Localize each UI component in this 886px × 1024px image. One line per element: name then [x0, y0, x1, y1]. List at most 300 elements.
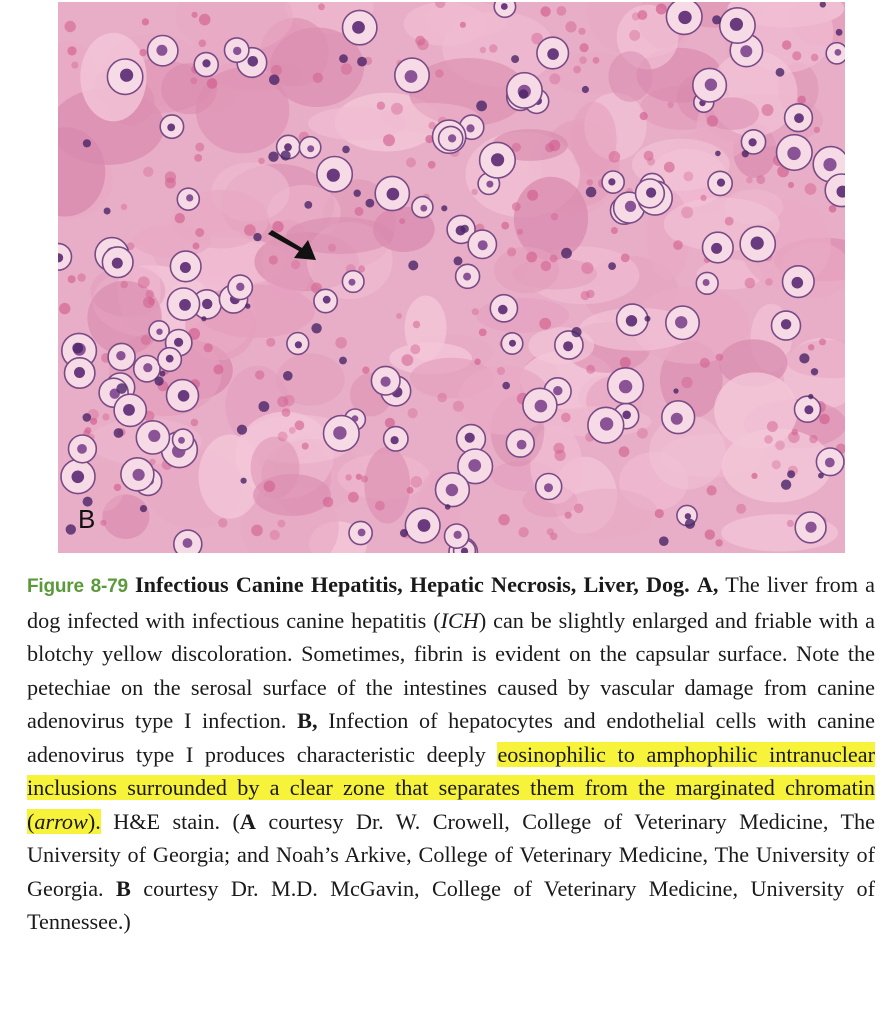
nucleolus	[387, 188, 400, 201]
erythrocyte	[244, 224, 256, 236]
credit-a-text: courtesy Dr. W. Crowell, College of Veterinary Medicine, The University of Georgia; and Noah’s Arkive, College of Veterinary Medicine, The University of Georgia.	[27, 808, 875, 901]
inflammatory-cell	[776, 68, 785, 77]
inflammatory-cell	[155, 377, 164, 386]
nucleolus	[327, 169, 340, 182]
nucleolus	[358, 529, 366, 537]
nucleolus	[72, 471, 85, 484]
erythrocyte	[121, 281, 128, 288]
erythrocyte	[114, 484, 121, 491]
erythrocyte	[621, 254, 630, 263]
nucleolus	[333, 426, 346, 439]
erythrocyte	[507, 247, 516, 256]
erythrocyte	[580, 43, 589, 52]
erythrocyte	[819, 338, 826, 345]
erythrocyte	[715, 539, 722, 546]
nucleolus	[143, 363, 152, 372]
highlighted-text-body: eosinophilic to amphophilic intranuclear inclusions surrounded by a clear zone that separates them from the marginated chromatin (	[27, 741, 876, 834]
erythrocyte	[190, 77, 197, 84]
erythrocyte	[270, 530, 280, 540]
inflammatory-cell	[281, 150, 291, 160]
nucleolus	[112, 258, 123, 269]
erythrocyte	[765, 278, 772, 285]
nucleolus	[781, 319, 791, 329]
inflammatory-cell	[253, 233, 261, 241]
erythrocyte	[512, 202, 521, 211]
erythrocyte	[611, 227, 618, 234]
erythrocyte	[411, 476, 423, 488]
nucleolus	[646, 188, 656, 198]
erythrocyte	[192, 12, 198, 18]
nucleolus	[622, 411, 631, 420]
erythrocyte	[295, 420, 305, 430]
erythrocyte	[787, 520, 794, 527]
erythrocyte	[375, 501, 385, 511]
erythrocyte	[764, 435, 773, 444]
figure-title: Infectious Canine Hepatitis, Hepatic Necrosis, Liver, Dog.	[135, 572, 690, 597]
erythrocyte	[460, 22, 466, 28]
erythrocyte	[586, 365, 595, 374]
erythrocyte	[406, 158, 416, 168]
erythrocyte	[193, 243, 200, 250]
erythrocyte	[517, 229, 523, 235]
erythrocyte	[527, 190, 538, 201]
inflammatory-cell	[83, 139, 91, 147]
inflammatory-cell	[586, 187, 597, 198]
inflammatory-cell	[114, 428, 124, 438]
erythrocyte	[191, 419, 199, 427]
nucleolus	[675, 316, 687, 328]
erythrocyte	[142, 18, 149, 25]
nucleolus	[825, 458, 835, 468]
erythrocyte	[479, 329, 487, 337]
nucleolus	[405, 70, 418, 83]
nucleolus	[202, 59, 210, 67]
nucleolus	[678, 11, 691, 24]
erythrocyte	[549, 140, 561, 152]
nucleolus	[491, 153, 504, 166]
erythrocyte	[195, 228, 204, 237]
nucleolus	[705, 79, 717, 91]
erythrocyte	[410, 344, 420, 354]
erythrocyte	[195, 143, 204, 152]
nucleolus	[823, 158, 836, 171]
inflammatory-cell	[237, 425, 247, 435]
panel-letter: B	[78, 504, 96, 534]
erythrocyte	[550, 255, 558, 263]
erythrocyte	[278, 520, 286, 528]
erythrocyte	[664, 162, 675, 173]
inflammatory-cell	[608, 262, 616, 270]
nucleolus	[74, 367, 85, 378]
erythrocyte	[207, 78, 218, 89]
nucleolus	[486, 181, 493, 188]
erythrocyte	[391, 103, 403, 115]
erythrocyte	[565, 21, 576, 32]
nucleolus	[544, 483, 553, 492]
nucleolus	[717, 179, 725, 187]
erythrocyte	[805, 183, 817, 195]
nucleolus	[563, 341, 573, 351]
inflammatory-cell	[519, 89, 529, 99]
inflammatory-cell	[72, 343, 83, 354]
erythrocyte	[551, 213, 559, 221]
nucleolus	[148, 430, 160, 442]
erythrocyte	[415, 36, 425, 46]
inflammatory-cell	[712, 15, 721, 24]
erythrocyte	[792, 51, 801, 60]
inflammatory-cell	[445, 504, 451, 510]
erythrocyte	[637, 428, 648, 439]
part-b-text: Infection of hepatocytes and endothelial cells with canine adenovirus type I produces characteristic deeply	[27, 708, 875, 767]
inflammatory-cell	[339, 54, 348, 63]
nucleolus	[553, 386, 562, 395]
erythrocyte	[745, 278, 756, 289]
nucleolus	[123, 404, 135, 416]
erythrocyte	[396, 313, 402, 319]
nucleolus	[501, 3, 508, 10]
credit-b-label: B	[116, 875, 131, 901]
erythrocyte	[707, 115, 718, 126]
inflammatory-cell	[408, 260, 418, 270]
erythrocyte	[139, 49, 146, 56]
erythrocyte	[782, 40, 791, 49]
erythrocyte	[751, 473, 757, 479]
nucleolus	[463, 273, 471, 281]
nucleolus	[805, 522, 816, 533]
nucleolus	[625, 201, 636, 212]
nucleolus	[448, 134, 456, 142]
erythrocyte	[705, 529, 715, 539]
inflammatory-cell	[259, 401, 270, 412]
inflammatory-cell	[83, 413, 92, 422]
inflammatory-cell	[160, 371, 166, 377]
inflammatory-cell	[787, 470, 795, 478]
erythrocyte	[165, 178, 176, 189]
erythrocyte	[541, 261, 551, 271]
erythrocyte	[264, 481, 276, 493]
erythrocyte	[471, 189, 477, 195]
liver-tissue-image	[58, 2, 845, 553]
nucleolus	[179, 299, 191, 311]
nucleolus	[804, 405, 813, 414]
nucleolus	[349, 279, 356, 286]
erythrocyte	[640, 112, 648, 120]
erythrocyte	[489, 44, 497, 52]
inflammatory-cell	[811, 368, 818, 375]
erythrocyte	[647, 158, 655, 166]
erythrocyte	[655, 509, 664, 518]
erythrocyte	[408, 408, 418, 418]
inflammatory-cell	[342, 146, 350, 154]
erythrocyte	[819, 414, 830, 425]
inflammatory-cell	[366, 199, 375, 208]
nucleolus	[454, 531, 462, 539]
erythrocyte	[362, 367, 369, 374]
cytoplasm-patch	[476, 298, 569, 333]
erythrocyte	[194, 154, 202, 162]
erythrocyte	[656, 4, 667, 15]
cytoplasm-patch	[608, 51, 652, 102]
erythrocyte	[574, 504, 584, 514]
erythrocyte	[67, 46, 76, 55]
histology-micrograph	[58, 2, 845, 553]
inflammatory-cell	[201, 316, 206, 321]
erythrocyte	[501, 222, 509, 230]
erythrocyte	[586, 290, 594, 298]
erythrocyte	[526, 252, 537, 263]
erythrocyte	[143, 167, 153, 177]
erythrocyte	[272, 221, 283, 232]
erythrocyte	[318, 3, 325, 10]
nucleolus	[381, 377, 391, 387]
nucleolus	[703, 279, 710, 286]
erythrocyte	[437, 393, 447, 403]
erythrocyte	[772, 460, 781, 469]
erythrocyte	[700, 195, 706, 201]
inflammatory-cell	[742, 150, 749, 157]
nucleolus	[509, 340, 516, 347]
erythrocyte	[218, 518, 227, 527]
erythrocyte	[302, 443, 309, 450]
nucleolus	[307, 145, 314, 152]
erythrocyte	[358, 265, 365, 272]
inflammatory-cell	[561, 248, 572, 259]
inflammatory-cell	[104, 208, 111, 215]
nucleolus	[498, 305, 508, 315]
inflammatory-cell	[799, 353, 809, 363]
erythrocyte	[71, 62, 78, 69]
nucleolus	[751, 237, 764, 250]
part-b-label: B,	[297, 708, 318, 733]
nucleolus	[792, 277, 804, 289]
erythrocyte	[700, 358, 710, 368]
erythrocyte	[811, 54, 819, 62]
nucleolus	[794, 113, 804, 123]
nucleolus	[156, 45, 167, 56]
nucleolus	[446, 484, 458, 496]
erythrocyte	[266, 338, 275, 347]
inflammatory-cell	[357, 57, 367, 67]
erythrocyte	[251, 525, 263, 537]
nucleolus	[418, 519, 431, 532]
nucleolus	[468, 459, 481, 472]
nucleolus	[166, 355, 174, 363]
erythrocyte	[809, 435, 817, 443]
erythrocyte	[798, 96, 806, 104]
inflammatory-cell	[659, 536, 669, 546]
nucleolus	[466, 124, 474, 132]
erythrocyte	[707, 485, 717, 495]
nucleolus	[178, 437, 185, 444]
erythrocyte	[323, 497, 334, 508]
arrow-word: arrow	[34, 808, 88, 834]
erythrocyte	[213, 365, 223, 375]
nucleolus	[236, 283, 244, 291]
nucleolus	[352, 21, 365, 34]
erythrocyte	[277, 396, 288, 407]
inflammatory-cell	[582, 86, 589, 93]
erythrocyte	[814, 127, 820, 133]
erythrocyte	[668, 102, 674, 108]
nucleolus	[167, 124, 175, 132]
nucleolus	[626, 315, 637, 326]
nucleolus	[183, 538, 193, 548]
erythrocyte	[480, 47, 486, 53]
nucleolus	[284, 143, 292, 151]
erythrocyte	[328, 244, 336, 252]
inflammatory-cell	[673, 388, 678, 393]
erythrocyte	[361, 475, 368, 482]
erythrocyte	[345, 474, 351, 480]
erythrocyte	[355, 207, 364, 216]
erythrocyte	[736, 504, 746, 514]
nucleolus	[517, 440, 527, 450]
erythrocyte	[278, 432, 288, 442]
nucleolus	[465, 433, 475, 443]
cytoplasm-patch	[571, 102, 617, 176]
erythrocyte	[199, 40, 207, 48]
credit-b-text: courtesy Dr. M.D. McGavin, College of Veterinary Medicine, University of Tennessee.)	[27, 875, 876, 934]
inflammatory-cell	[818, 473, 824, 479]
erythrocyte	[59, 303, 70, 314]
erythrocyte	[435, 69, 444, 78]
erythrocyte	[141, 335, 151, 345]
inflammatory-cell	[304, 201, 312, 209]
inflammatory-cell	[685, 519, 695, 529]
erythrocyte	[269, 255, 278, 264]
nucleolus	[600, 417, 613, 430]
inflammatory-cell	[339, 357, 347, 365]
part-a-label: A,	[696, 572, 719, 597]
nucleolus	[323, 296, 331, 304]
erythrocyte	[291, 260, 300, 269]
erythrocyte	[472, 308, 479, 315]
erythrocyte	[138, 276, 150, 288]
erythrocyte	[775, 440, 785, 450]
erythrocyte	[619, 446, 630, 457]
erythrocyte	[578, 28, 585, 35]
cytoplasm-patch	[364, 447, 410, 524]
erythrocyte	[716, 354, 723, 361]
erythrocyte	[497, 367, 505, 375]
figure-caption	[27, 568, 875, 939]
erythrocyte	[593, 57, 600, 64]
ich-abbrev: ICH	[440, 607, 479, 633]
stain-text: H&E stain. (	[113, 808, 240, 834]
inflammatory-cell	[268, 152, 278, 162]
erythrocyte	[632, 12, 640, 20]
erythrocyte	[586, 179, 593, 186]
nucleolus	[619, 380, 632, 393]
erythrocyte	[808, 344, 814, 350]
inflammatory-cell	[511, 55, 519, 63]
erythrocyte	[684, 172, 694, 182]
erythrocyte	[762, 104, 774, 116]
erythrocyte	[561, 413, 571, 423]
inflammatory-cell	[354, 190, 361, 197]
erythrocyte	[68, 275, 76, 283]
nucleolus	[202, 299, 212, 309]
inflammatory-cell	[454, 256, 463, 265]
nucleolus	[730, 18, 743, 31]
erythrocyte	[289, 427, 296, 434]
inflammatory-cell	[283, 371, 293, 381]
erythrocyte	[498, 514, 509, 525]
part-a-text-2: ) can be slightly enlarged and friable with a blotchy yellow discoloration. Sometimes, fibrin is evident on the capsular surface. Note the petechiae on the serosal surface of the intestines caused by vascular damage from canine adenovirus type I infection.	[27, 607, 875, 733]
erythrocyte	[539, 318, 551, 330]
erythrocyte	[77, 273, 85, 281]
erythrocyte	[383, 134, 395, 146]
inflammatory-cell	[140, 505, 147, 512]
erythrocyte	[792, 429, 798, 435]
nucleolus	[740, 45, 752, 57]
erythrocyte	[258, 158, 265, 165]
nucleolus	[787, 147, 800, 160]
nucleolus	[749, 138, 757, 146]
erythrocyte	[204, 343, 213, 352]
nucleolus	[156, 329, 162, 335]
erythrocyte	[255, 370, 264, 379]
inflammatory-cell	[502, 382, 510, 390]
erythrocyte	[756, 175, 765, 184]
erythrocyte	[428, 161, 436, 169]
nucleolus	[120, 69, 133, 82]
nucleolus	[420, 205, 427, 212]
erythrocyte	[547, 528, 554, 535]
nucleolus	[233, 47, 241, 55]
nucleolus	[77, 444, 87, 454]
erythrocyte	[453, 401, 464, 412]
nucleolus	[178, 390, 190, 402]
nucleolus	[711, 243, 722, 254]
erythrocyte	[377, 102, 385, 110]
erythrocyte	[399, 218, 405, 224]
inflammatory-cell	[808, 394, 813, 399]
erythrocyte	[102, 413, 109, 420]
erythrocyte	[579, 56, 587, 64]
nucleolus	[685, 513, 691, 519]
cytoplasm-patch	[253, 474, 331, 516]
inflammatory-cell	[116, 383, 127, 394]
erythrocyte	[121, 204, 127, 210]
erythrocyte	[681, 206, 693, 218]
cytoplasm-patch	[494, 247, 559, 293]
erythrocyte	[271, 65, 282, 76]
erythrocyte	[413, 321, 420, 328]
inflammatory-cell	[311, 323, 321, 333]
inflammatory-cell	[836, 29, 843, 36]
cytoplasm-patch	[557, 489, 658, 538]
nucleolus	[547, 48, 559, 60]
erythrocyte	[609, 151, 621, 163]
nucleolus	[535, 400, 548, 413]
erythrocyte	[673, 240, 683, 250]
credit-a-label: A	[239, 808, 256, 834]
erythrocyte	[348, 492, 359, 503]
erythrocyte	[402, 354, 414, 366]
erythrocyte	[629, 30, 640, 41]
erythrocyte	[767, 421, 778, 432]
erythrocyte	[148, 298, 155, 305]
erythrocyte	[199, 14, 211, 26]
erythrocyte	[553, 443, 564, 454]
figure-number: Figure 8-79	[27, 576, 128, 597]
nucleolus	[295, 341, 302, 348]
nucleolus	[391, 436, 399, 444]
erythrocyte	[681, 377, 692, 388]
erythrocyte	[474, 359, 480, 365]
inflammatory-cell	[571, 327, 581, 337]
